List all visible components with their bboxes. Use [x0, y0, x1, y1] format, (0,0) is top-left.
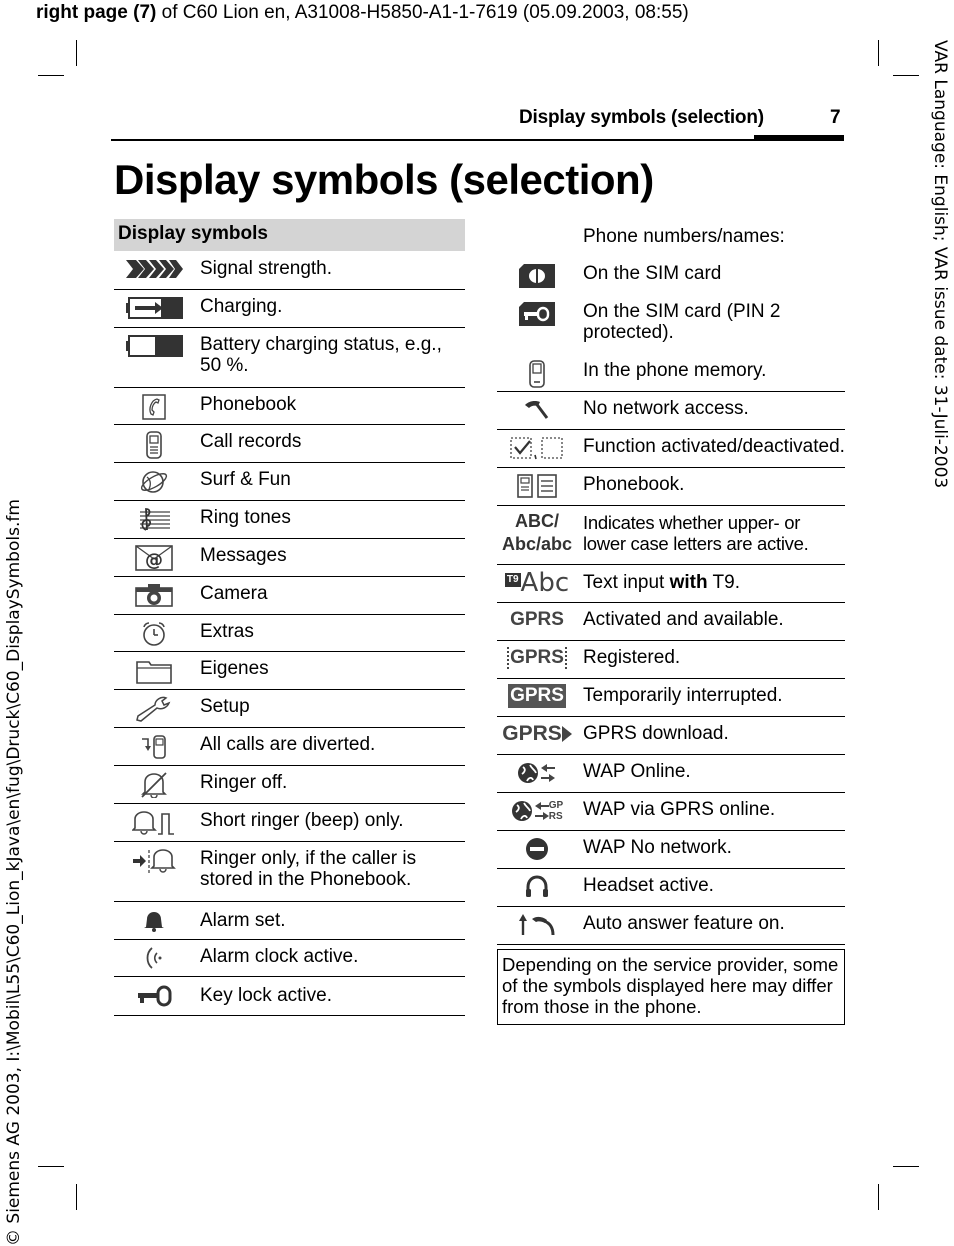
row-text: Temporarily interrupted. — [583, 685, 783, 706]
row-text: Camera — [200, 583, 268, 604]
wap-gprs-label-1: GP — [548, 800, 564, 811]
print-slug — [36, 2, 689, 24]
row-text: Indicates whether upper- or lower case letters are active. — [583, 512, 809, 554]
wap-gprs-label — [549, 800, 563, 822]
table-row — [497, 717, 845, 755]
slug-bold: right page (7) — [36, 2, 157, 23]
row-text: WAP via GPRS online. — [583, 799, 776, 820]
phone-numbers-heading: Phone numbers/names: — [583, 226, 785, 247]
row-text: Function activated/deactivated. — [583, 436, 845, 457]
row-text: No network access. — [583, 398, 749, 419]
headset-icon — [497, 875, 577, 899]
row-text: On the SIM card — [583, 263, 722, 284]
gprs-interrupted-icon — [497, 684, 577, 708]
crop-mark — [76, 1184, 77, 1210]
provider-note: Depending on the service provider, some of the symbols displayed here may differ from those in the phone. — [497, 949, 845, 1025]
crop-mark — [893, 1166, 919, 1167]
short-ringer-icon — [114, 810, 194, 836]
charging-icon — [114, 296, 194, 320]
table-row — [114, 728, 465, 766]
ringer-phonebook-icon — [114, 848, 194, 876]
table-row — [114, 328, 465, 388]
gprs-download-icon — [497, 723, 577, 745]
row-text: Call records — [200, 431, 302, 452]
table-row — [114, 290, 465, 328]
gprs-registered-icon — [497, 647, 577, 669]
row-text: Auto answer feature on. — [583, 913, 785, 934]
wap-online-icon — [497, 761, 577, 785]
table-row — [114, 652, 465, 690]
row-text: GPRS download. — [583, 723, 729, 744]
table-row — [114, 690, 465, 728]
ring-tones-icon — [114, 507, 194, 531]
sim-card-icon — [497, 263, 577, 289]
header-rule-accent — [754, 135, 844, 141]
crop-mark — [76, 40, 77, 66]
phonebook-icon — [114, 394, 194, 420]
surf-fun-icon — [114, 469, 194, 495]
wap-gprs-icon — [497, 799, 577, 823]
row-text: Signal strength. — [200, 258, 333, 279]
table-row — [114, 463, 465, 501]
row-text: Phonebook. — [583, 474, 685, 495]
checkbox-icon — [497, 436, 577, 460]
table-row — [114, 842, 465, 902]
alarm-clock-icon — [114, 621, 194, 647]
table-row — [497, 257, 845, 295]
table-row — [497, 907, 845, 945]
gprs-download-text: GPRS — [502, 722, 562, 745]
gprs-icon-text: GPRS — [510, 609, 564, 630]
row-text: Ringer off. — [200, 772, 288, 793]
row-text: Short ringer (beep) only. — [200, 810, 404, 831]
svg-text:@: @ — [145, 550, 163, 571]
row-text: All calls are diverted. — [200, 734, 376, 755]
table-row — [114, 425, 465, 463]
row-text: WAP No network. — [583, 837, 732, 858]
display-symbols-table — [114, 219, 465, 1016]
table-row — [497, 679, 845, 717]
case-icon-upper: ABC/ — [515, 511, 559, 531]
row-text: Ringer only, if the caller is stored in the Phonebook. — [200, 848, 417, 890]
row-text: Setup — [200, 696, 250, 717]
header-rule — [111, 139, 844, 141]
battery-icon — [114, 334, 194, 358]
alarm-active-icon — [114, 946, 194, 970]
table-row — [497, 506, 845, 565]
row-text: Alarm set. — [200, 910, 286, 931]
signal-strength-icon — [114, 258, 194, 280]
t9-badge: T9 — [506, 574, 519, 585]
row-text: In the phone memory. — [583, 360, 767, 381]
row-text-post: T9. — [707, 572, 740, 593]
bell-icon — [114, 910, 194, 932]
t9-abc: Abc — [520, 568, 570, 598]
t9-icon — [497, 570, 577, 596]
wap-gprs-label-2: RS — [548, 811, 563, 822]
row-text: Headset active. — [583, 875, 714, 896]
camera-icon — [114, 583, 194, 607]
table-row — [114, 615, 465, 652]
row-text-bold: with — [669, 572, 708, 593]
table-row — [114, 577, 465, 615]
crop-mark — [38, 1166, 64, 1167]
ringer-off-icon — [114, 772, 194, 798]
table-row — [114, 977, 465, 1016]
row-text: Eigenes — [200, 658, 269, 679]
table-row — [114, 501, 465, 539]
row-text: Key lock active. — [200, 985, 332, 1006]
table-row — [114, 766, 465, 804]
crop-mark — [878, 1184, 879, 1210]
no-network-icon — [497, 398, 577, 420]
folder-icon — [114, 658, 194, 684]
row-text: Surf & Fun — [200, 469, 291, 490]
wrench-icon — [114, 696, 194, 722]
table-row — [114, 539, 465, 577]
row-text: Battery charging status, e.g., 50 %. — [200, 334, 442, 376]
gprs-interrupted-text: GPRS — [510, 685, 564, 706]
table-row — [497, 641, 845, 679]
row-text: Alarm clock active. — [200, 946, 359, 967]
page-number: 7 — [830, 107, 841, 128]
table-row — [497, 430, 845, 468]
table-row — [497, 392, 845, 430]
table-row — [497, 468, 845, 506]
crop-mark — [893, 75, 919, 76]
table-row — [114, 902, 465, 940]
table-row — [497, 354, 845, 392]
slug-rest: of C60 Lion en, A31008-H5850-A1-1-7619 (05.09.2003, 08:55) — [156, 2, 689, 23]
table-row — [114, 251, 465, 290]
table-row — [497, 831, 845, 869]
key-icon — [114, 985, 194, 1007]
table-row — [497, 793, 845, 831]
running-header-title: Display symbols (selection) — [519, 107, 764, 128]
crop-mark — [38, 75, 64, 76]
table-row — [114, 804, 465, 842]
sim-pin2-icon — [497, 301, 577, 327]
page-title: Display symbols (selection) — [114, 156, 654, 203]
table-row — [114, 940, 465, 977]
table-row — [497, 755, 845, 793]
table-row — [497, 295, 845, 354]
row-text-pre: Text input — [583, 572, 670, 593]
copyright-path-text: © Siemens AG 2003, I:\Mobil\L55\C60_Lion_kJava\en\fug\Druck\C60_DisplaySymbols.fm — [4, 499, 24, 1246]
row-text: Activated and available. — [583, 609, 784, 630]
phonebook-list-icon — [497, 474, 577, 498]
row-text — [577, 570, 845, 593]
crop-mark — [878, 40, 879, 66]
call-records-icon — [114, 431, 194, 459]
gprs-icon — [497, 609, 577, 630]
case-icon-lower: Abc/abc — [501, 534, 573, 554]
row-text: Phonebook — [200, 394, 297, 415]
table-row — [497, 603, 845, 641]
side-note-right — [926, 40, 954, 489]
table-row — [497, 869, 845, 907]
gprs-registered-text: GPRS — [507, 647, 567, 669]
phone-memory-icon — [497, 360, 577, 388]
wap-no-network-icon — [497, 837, 577, 861]
row-text: WAP Online. — [583, 761, 691, 782]
row-text: Extras — [200, 621, 254, 642]
table-row — [497, 565, 845, 603]
case-icon — [497, 510, 577, 556]
table-heading: Display symbols — [114, 219, 465, 251]
messages-icon — [114, 545, 194, 571]
side-note-left — [0, 499, 28, 1246]
phone-symbols-table — [497, 219, 845, 945]
auto-answer-icon — [497, 913, 577, 937]
var-language-text: VAR Language: English; VAR issue date: 31-Juli-2003 — [930, 40, 950, 489]
row-text: Ring tones — [200, 507, 291, 528]
row-text: On the SIM card (PIN 2 protected). — [583, 301, 781, 343]
row-text: Registered. — [583, 647, 681, 668]
table-row — [114, 388, 465, 425]
calls-diverted-icon — [114, 734, 194, 760]
row-text: Charging. — [200, 296, 283, 317]
row-text: Messages — [200, 545, 287, 566]
